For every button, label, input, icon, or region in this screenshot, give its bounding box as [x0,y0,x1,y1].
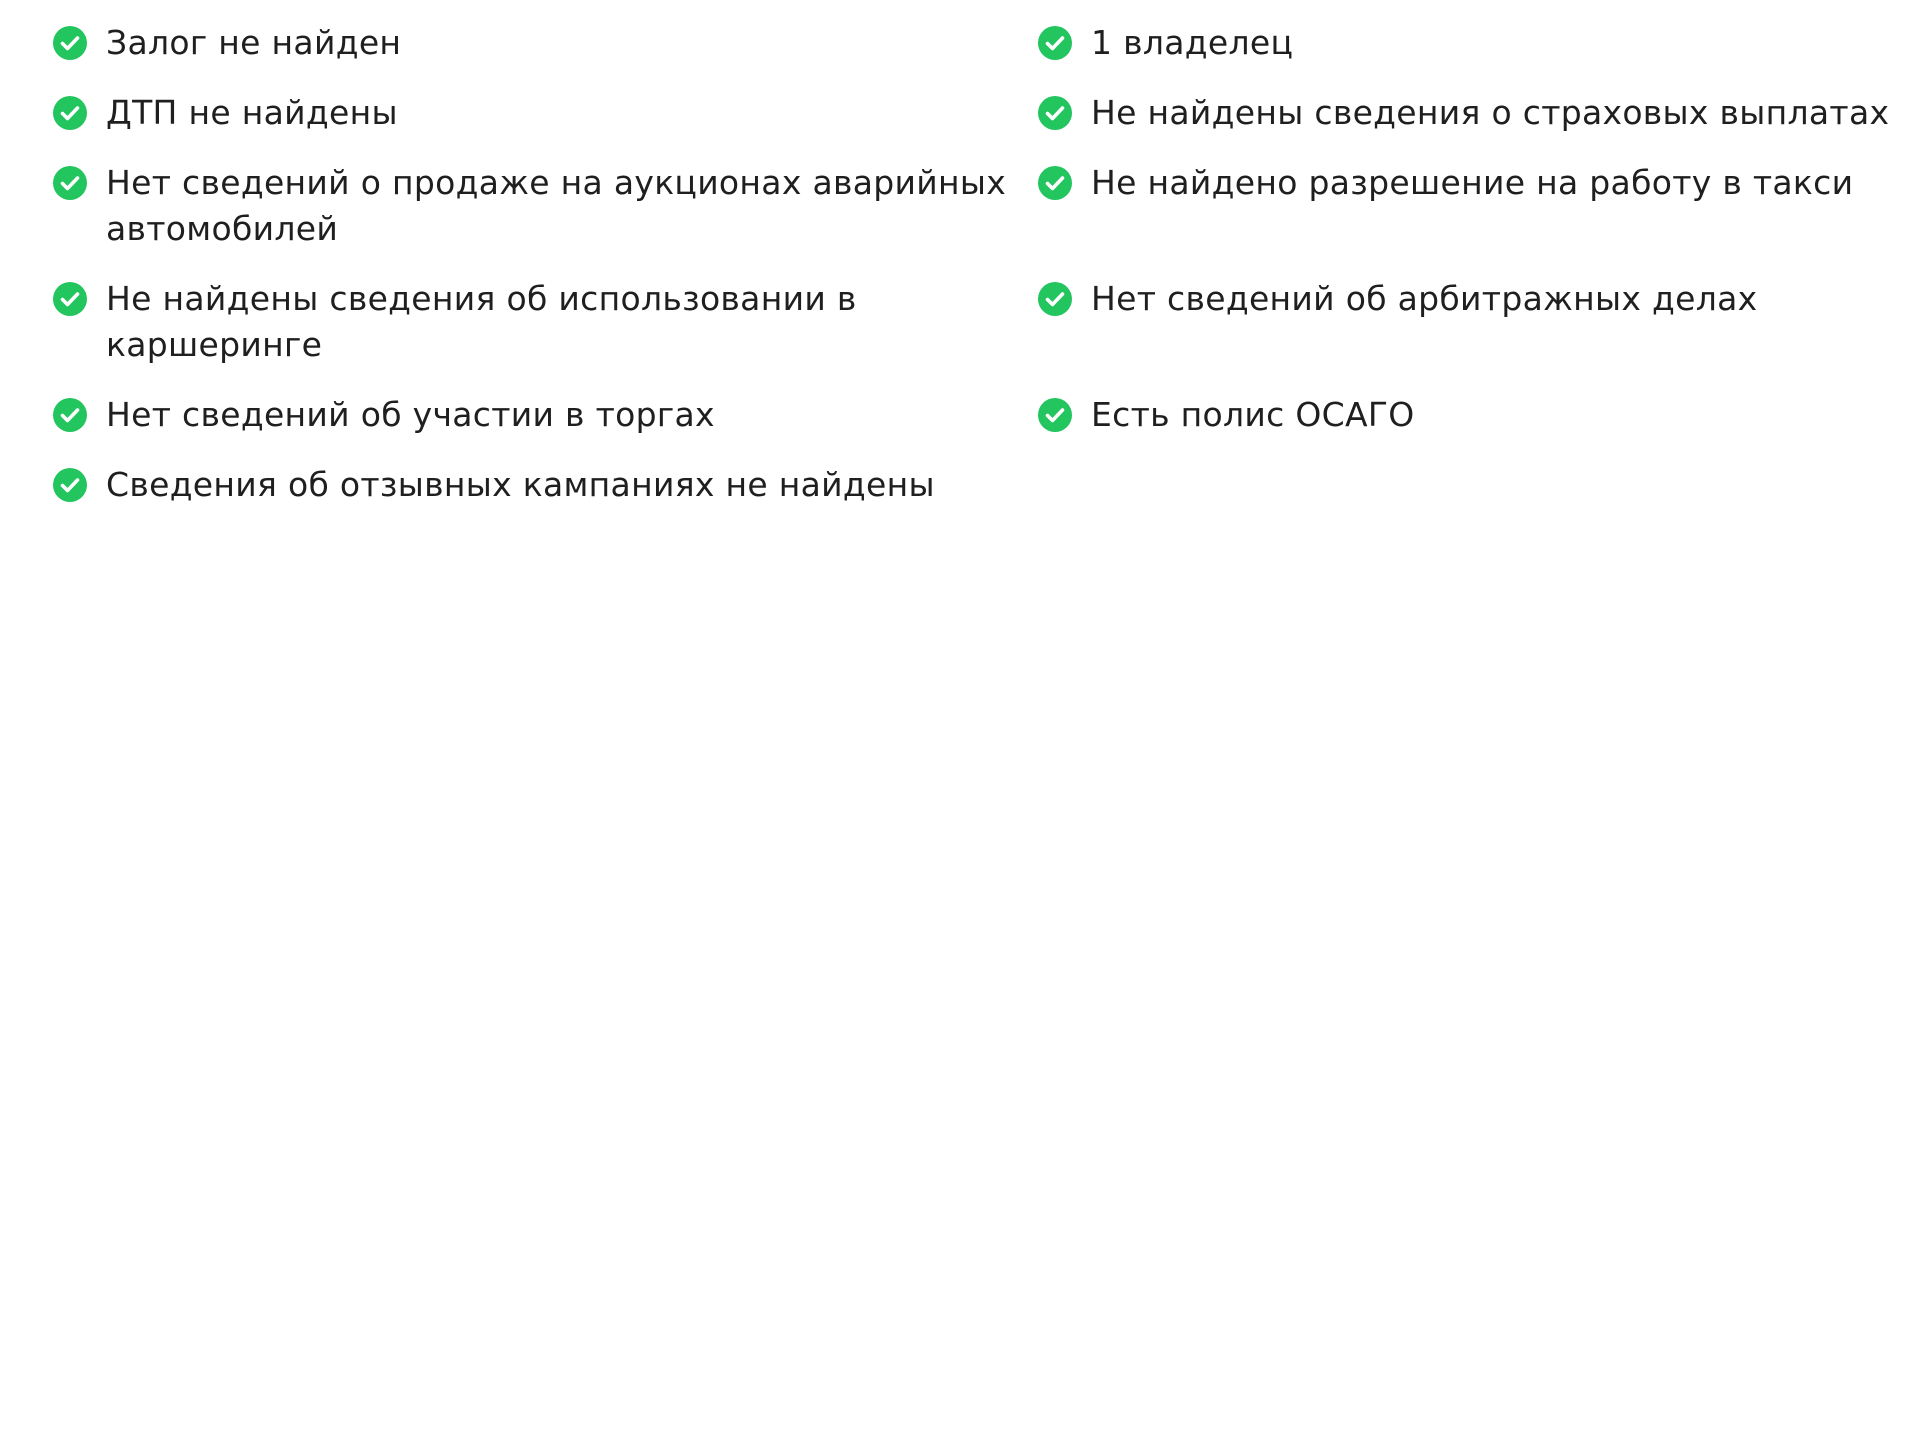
check-item-arbitration [1037,276,1892,368]
check-label: Нет сведений об арбитражных делах [1091,279,1758,318]
check-item-taxi [1037,160,1892,252]
check-label: Есть полис ОСАГО [1091,395,1415,434]
check-label: Залог не найден [106,23,402,62]
check-circle-icon [52,467,88,503]
check-circle-icon [1037,95,1073,131]
check-item-recall-campaigns [52,462,1037,508]
check-circle-icon [1037,281,1073,317]
check-circle-icon [52,397,88,433]
check-circle-icon [52,25,88,61]
check-item-pledge [52,20,1037,66]
check-label: Не найдены сведения о страховых выплатах [1091,93,1890,132]
vehicle-check-list [52,20,1892,508]
check-label: Нет сведений о продаже на аукционах аварийных автомобилей [106,163,1007,248]
check-circle-icon [52,281,88,317]
check-item-osago [1037,392,1892,438]
check-circle-icon [1037,397,1073,433]
check-item-carsharing [52,276,1037,368]
check-label: Нет сведений об участии в торгах [106,395,715,434]
check-label: ДТП не найдены [106,93,398,132]
check-circle-icon [1037,25,1073,61]
check-circle-icon [52,165,88,201]
check-item-insurance-payouts [1037,90,1892,136]
check-label: Сведения об отзывных кампаниях не найдены [106,465,935,504]
check-label: 1 владелец [1091,23,1294,62]
check-label: Не найдено разрешение на работу в такси [1091,163,1854,202]
check-circle-icon [1037,165,1073,201]
check-circle-icon [52,95,88,131]
check-item-auctions [52,160,1037,252]
check-item-accidents [52,90,1037,136]
check-item-trading [52,392,1037,438]
check-label: Не найдены сведения об использовании в каршеринге [106,279,857,364]
check-item-owners [1037,20,1892,66]
